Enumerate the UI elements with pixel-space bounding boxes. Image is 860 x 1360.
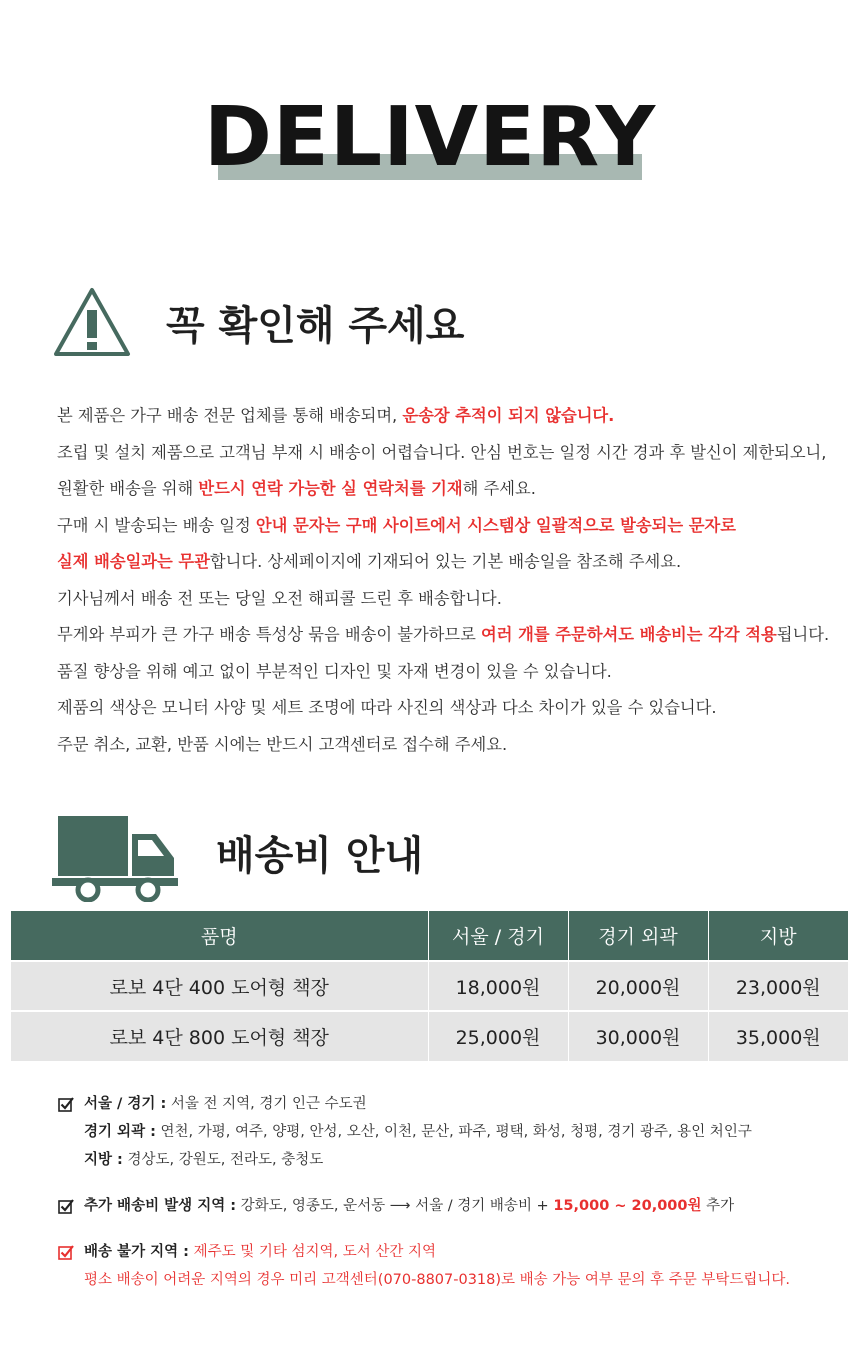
- unavailable-label: 배송 불가 지역 :: [84, 1244, 189, 1260]
- notice-text: 품질 향상을 위해 예고 없이 부분적인 디자인 및 자재 변경이 있을 수 있습니다.: [57, 661, 612, 681]
- checkbox-check-icon: [58, 1198, 74, 1214]
- notice-list: [57, 398, 847, 763]
- notice-text: 본 제품은 가구 배송 전문 업체를 통해 배송되며,: [57, 406, 403, 425]
- notice-text: 조립 및 설치 제품으로 고객님 부재 시 배송이 어렵습니다. 안심 번호는 일정 시간 경과 후 발신이 제한되오니,: [57, 442, 827, 462]
- column-header-seoul: 서울 / 경기: [428, 911, 568, 961]
- price-cell: 18,000원: [428, 961, 568, 1011]
- region-text: 연천, 가평, 여주, 양평, 안성, 오산, 이천, 문산, 파주, 평택, 화성, 청평, 경기 광주, 용인 처인구: [155, 1124, 752, 1140]
- region-text: 경상도, 강원도, 전라도, 충청도: [122, 1152, 324, 1168]
- notice-text: 합니다. 상세페이지에 기재되어 있는 기본 배송일을 참조해 주세요.: [209, 552, 682, 571]
- notice-text: 주문 취소, 교환, 반품 시에는 반드시 고객센터로 접수해 주세요.: [57, 734, 508, 754]
- fee-heading: 배송비 안내: [216, 833, 424, 879]
- notice-line: [57, 435, 847, 472]
- notice-emphasis: 실제 배송일과는 무관: [57, 552, 210, 571]
- notice-line: [57, 508, 847, 545]
- unavailable-row: [58, 1238, 838, 1266]
- notice-line: [57, 471, 847, 508]
- unavailable-text: 제주도 및 기타 섬지역, 도서 산간 지역: [188, 1244, 436, 1260]
- shipping-fee-table: [11, 911, 848, 1061]
- notice-text: 무게와 부피가 큰 가구 배송 특성상 묶음 배송이 불가하므로: [57, 625, 482, 644]
- region-label: 지방 :: [84, 1152, 123, 1168]
- checkbox-check-icon: [58, 1096, 74, 1112]
- arrow-right-icon: ⟶: [389, 1198, 411, 1214]
- extra-fee-text: 강화도, 영종도, 운서동: [236, 1198, 386, 1214]
- extra-fee-label: 추가 배송비 발생 지역 :: [84, 1198, 237, 1214]
- region-label: 서울 / 경기 :: [84, 1096, 167, 1112]
- region-seoul: [58, 1090, 838, 1118]
- region-text: 서울 전 지역, 경기 인근 수도권: [166, 1096, 367, 1112]
- notice-line: [57, 690, 847, 727]
- extra-fee-info: [58, 1192, 838, 1220]
- column-header-product: 품명: [11, 911, 428, 961]
- table-header-row: [11, 911, 848, 961]
- price-cell: 23,000원: [708, 961, 848, 1011]
- product-name-cell: 로보 4단 800 도어형 책장: [11, 1011, 428, 1061]
- notice-emphasis: 여러 개를 주문하셔도 배송비는 각각 적용: [481, 625, 777, 644]
- checkbox-check-icon: [58, 1244, 74, 1260]
- notice-emphasis: 안내 문자는 구매 사이트에서 시스템상 일괄적으로 발송되는 문자로: [255, 515, 736, 535]
- region-outer: [58, 1118, 838, 1146]
- page-title: DELIVERY: [203, 90, 657, 185]
- table-row: [11, 961, 848, 1011]
- extra-fee-row: [58, 1192, 838, 1220]
- product-name-cell: 로보 4단 400 도어형 책장: [11, 961, 428, 1011]
- column-header-outer: 경기 외곽: [568, 911, 708, 961]
- notice-line: [57, 654, 847, 691]
- price-cell: 20,000원: [568, 961, 708, 1011]
- notice-text: 구매 시 발송되는 배송 일정: [57, 515, 256, 535]
- price-cell: 35,000원: [708, 1011, 848, 1061]
- extra-fee-amount: 15,000 ~ 20,000원: [553, 1198, 702, 1214]
- notice-text: 됩니다.: [776, 625, 830, 644]
- notice-emphasis: 반드시 연락 가능한 실 연락처를 기재: [198, 479, 463, 498]
- title-section: [0, 90, 860, 190]
- region-local: [58, 1146, 838, 1174]
- notice-emphasis: 운송장 추적이 되지 않습니다.: [402, 406, 615, 425]
- warning-heading: 꼭 확인해 주세요: [166, 303, 465, 349]
- price-cell: 25,000원: [428, 1011, 568, 1061]
- notice-line: [57, 398, 847, 435]
- notice-text: 제품의 색상은 모니터 사양 및 세트 조명에 따라 사진의 색상과 다소 차이가 있을 수 있습니다.: [57, 698, 717, 717]
- warning-triangle-icon: [52, 286, 132, 362]
- notice-text: 기사님께서 배송 전 또는 당일 오전 해피콜 드린 후 배송합니다.: [57, 588, 502, 608]
- unavailable-info: [58, 1238, 838, 1294]
- notice-text: 해 주세요.: [462, 479, 536, 498]
- notice-line: [57, 617, 847, 654]
- extra-fee-after: 서울 / 경기 배송비 +: [410, 1198, 554, 1214]
- price-cell: 30,000원: [568, 1011, 708, 1061]
- table-row: [11, 1011, 848, 1061]
- region-info: [58, 1090, 838, 1174]
- column-header-local: 지방: [708, 911, 848, 961]
- unavailable-note: 평소 배송이 어려운 지역의 경우 미리 고객센터(070-8807-0318)로 배송 가능 여부 문의 후 주문 부탁드립니다.: [84, 1272, 791, 1288]
- notice-line: [57, 727, 847, 764]
- region-label: 경기 외곽 :: [84, 1124, 156, 1140]
- notice-line: [57, 544, 847, 581]
- truck-icon: [52, 814, 180, 906]
- extra-fee-suffix: 추가: [701, 1198, 735, 1214]
- notice-text: 원활한 배송을 위해: [57, 479, 199, 498]
- notice-line: [57, 581, 847, 618]
